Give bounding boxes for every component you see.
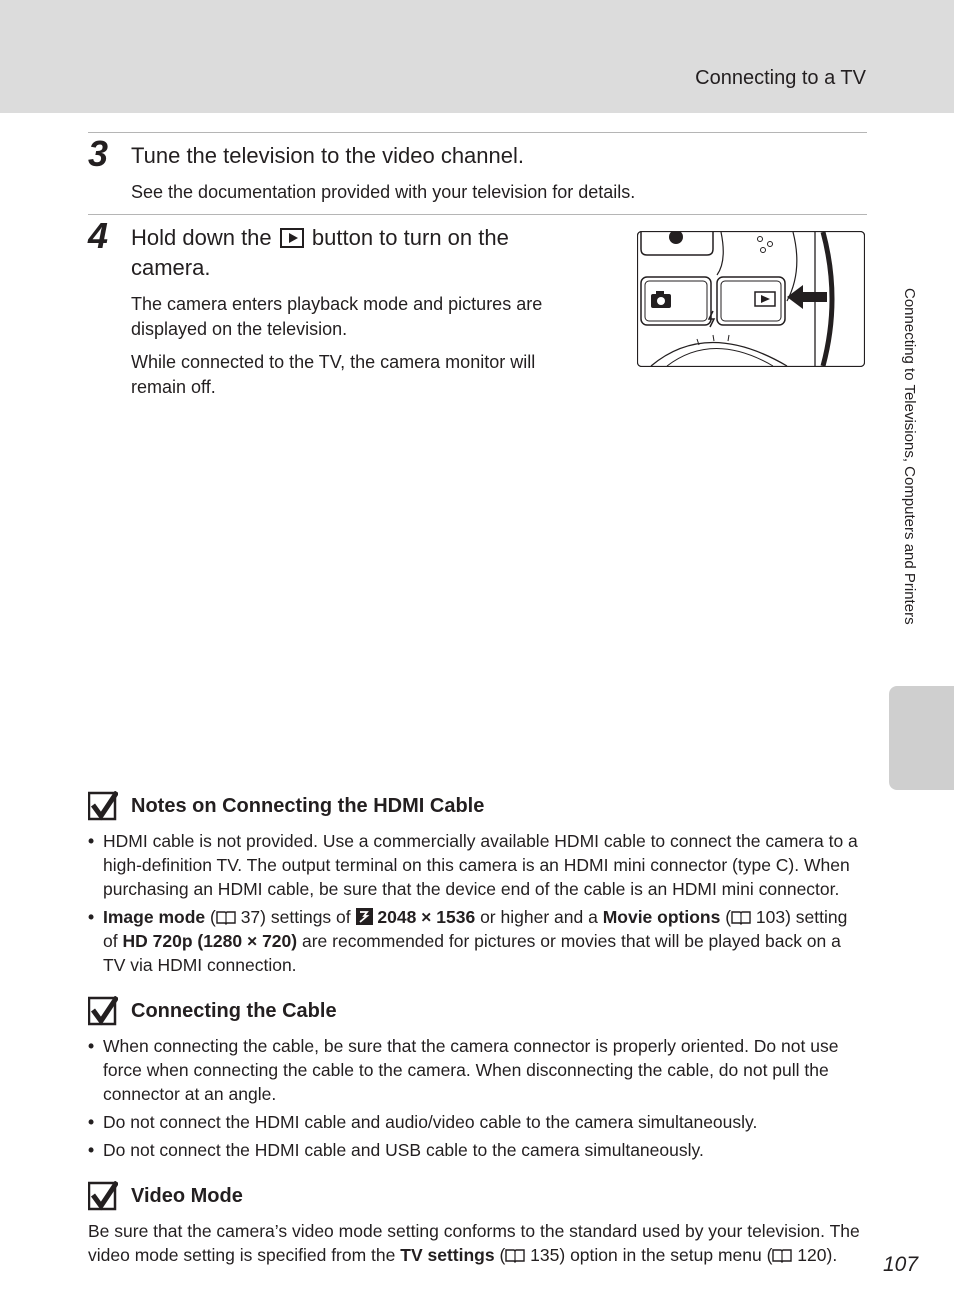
checkmark-icon (88, 996, 118, 1026)
checkmark-icon (88, 791, 118, 821)
note-bullet-list (88, 1034, 863, 1166)
note-heading (88, 994, 337, 1028)
step-number: 3 (88, 133, 109, 174)
playback-button-icon (280, 228, 304, 248)
book-reference-icon (731, 910, 751, 925)
book-reference-icon (772, 1248, 792, 1263)
divider-rule (88, 214, 867, 215)
step-title: Tune the television to the video channel. (131, 143, 525, 168)
list-item: • Image mode ( 37) settings of 2048 × 1536 or higher and a Movie options ( 103) setting of HD 720p (1280 × 720) are recommended for pictures or movies that will be played back on a TV via HDMI connection. (88, 905, 863, 977)
list-item: • When connecting the cable, be sure that the camera connector is properly oriented. Do not use force when connecting the cable to the camera. When disconnecting the cable, do not pull the connector at an angle. (88, 1034, 863, 1106)
list-item: • HDMI cable is not provided. Use a commercially available HDMI cable to connect the camera to a high-definition TV. The output terminal on this camera is an HDMI mini connector (type C). When purchasing an HDMI cable, be sure that the device end of the cable is an HDMI mini connector. (88, 829, 863, 901)
list-item: • Do not connect the HDMI cable and audio/video cable to the camera simultaneously. (88, 1110, 863, 1134)
header-band (0, 0, 954, 113)
note-bullet-list (88, 829, 863, 981)
running-header: Connecting to a TV (695, 67, 866, 89)
note-heading-text: Notes on Connecting the HDMI Cable (131, 794, 485, 817)
step-body: The camera enters playback mode and pictures are displayed on the television. (131, 294, 543, 339)
section-side-label: Connecting to Televisions, Computers and Printers (901, 288, 918, 625)
step-body: See the documentation provided with your television for details. (131, 182, 636, 202)
divider-rule (88, 132, 867, 133)
note-heading-text: Video Mode (131, 1184, 243, 1207)
note-heading-text: Connecting the Cable (131, 999, 337, 1022)
step-title (131, 223, 581, 283)
book-reference-icon (505, 1248, 525, 1263)
checkmark-icon (88, 1181, 118, 1211)
step-number: 4 (88, 215, 109, 256)
note-heading (88, 789, 484, 823)
step-title-end: button to turn on the camera. (131, 225, 509, 280)
camera-playback-button-illustration (637, 231, 865, 367)
step-body: While connected to the TV, the camera monitor will remain off. (131, 352, 536, 397)
book-reference-icon (216, 910, 236, 925)
image-size-icon (356, 908, 373, 925)
note-paragraph: Be sure that the camera’s video mode setting conforms to the standard used by your television. The video mode setting is specified from the TV settings ( 135) option in the setup menu ( 120). (88, 1221, 860, 1265)
page-number: 107 (883, 1253, 919, 1276)
step-title-start: Hold down the (131, 225, 272, 250)
list-item: • Do not connect the HDMI cable and USB cable to the camera simultaneously. (88, 1138, 863, 1162)
section-side-tab (889, 686, 954, 790)
note-heading (88, 1179, 243, 1213)
